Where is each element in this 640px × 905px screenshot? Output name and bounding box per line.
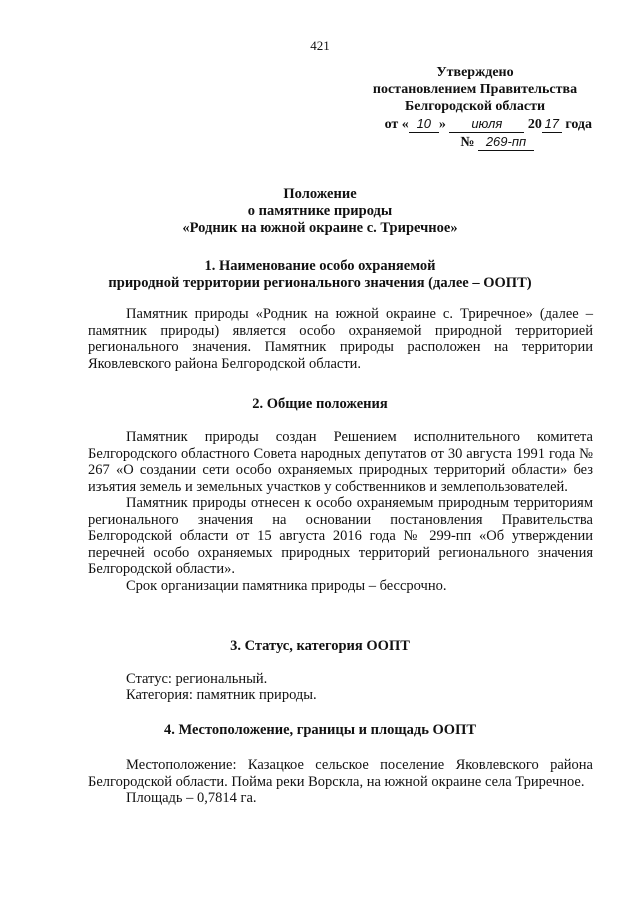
section-1-paragraph: Памятник природы «Родник на южной окраине с. Триречное» (далее – памятник природы) является особо охраняемой природной территорией регионального значения. Памятник природы расположен на территории Яковлевского района Белгородской области. <box>88 306 593 372</box>
section-2-heading-line: 2. Общие положения <box>252 396 388 412</box>
document-title <box>0 186 640 237</box>
section-4-heading <box>0 722 640 739</box>
location-paragraph: Местоположение: Казацкое сельское поселение Яковлевского района Белгородской области. Пойма реки Ворскла, на южной окраине села Триречное. <box>88 757 593 790</box>
year-word: года <box>565 117 592 132</box>
status-line: Статус: региональный. <box>126 671 268 687</box>
section-2-paragraph-3: Срок организации памятника природы – бессрочно. <box>126 577 447 594</box>
section-2-paragraph-1: Памятник природы создан Решением исполнительного комитета Белгородского областного Совета народных депутатов от 30 августа 1991 года № 267 «О создании сети особо охраняемых природных территорий области» без изъятия земель и земельных участков у собственников и землепользователей. <box>88 429 593 495</box>
section-3-heading <box>0 638 640 655</box>
section-1-heading-line-1: 1. Наименование особо охраняемой <box>204 258 436 274</box>
approval-number-value: 269-пп <box>478 133 534 151</box>
section-3-heading-line: 3. Статус, категория ООПТ <box>230 638 410 654</box>
area-paragraph: Площадь – 0,7814 га. <box>126 790 257 806</box>
category-line: Категория: памятник природы. <box>126 687 317 703</box>
title-line-2: о памятнике природы <box>247 203 393 219</box>
section-4-text <box>88 757 593 807</box>
approval-stamp <box>340 64 610 151</box>
approval-date <box>340 115 610 133</box>
title-line-1: Положение <box>283 186 357 202</box>
approval-day: 10 <box>409 115 439 133</box>
page-number: 421 <box>310 38 330 53</box>
approval-line-3: Белгородской области <box>404 99 546 114</box>
approval-year-suffix: 17 <box>542 115 562 133</box>
date-prefix: от « <box>384 117 409 132</box>
section-2-heading <box>0 396 640 413</box>
approval-month: июля <box>449 115 524 133</box>
title-line-3: «Родник на южной окраине с. Триречное» <box>182 220 458 236</box>
number-prefix: № <box>460 135 475 150</box>
section-1-heading <box>0 258 640 292</box>
section-1-text <box>88 306 593 372</box>
approval-number <box>340 133 610 151</box>
approval-line-2: постановлением Правительства <box>372 82 578 97</box>
year-prefix: 20 <box>527 117 542 132</box>
section-4-heading-line: 4. Местоположение, границы и площадь ООПТ <box>163 722 477 738</box>
date-mid: » <box>438 117 446 132</box>
approval-line-1: Утверждено <box>436 65 514 80</box>
section-1-heading-line-2: природной территории регионального значения (далее – ООПТ) <box>108 275 532 291</box>
section-2-text <box>88 429 593 594</box>
section-2-paragraph-2: Памятник природы отнесен к особо охраняемым природным территориям регионального значения на основании постановления Правительства Белгородской области от 15 августа 2016 года № 299-пп «Об утверждении перечней особо охраняемых природных территорий регионального значения Белгородской области». <box>88 495 593 577</box>
